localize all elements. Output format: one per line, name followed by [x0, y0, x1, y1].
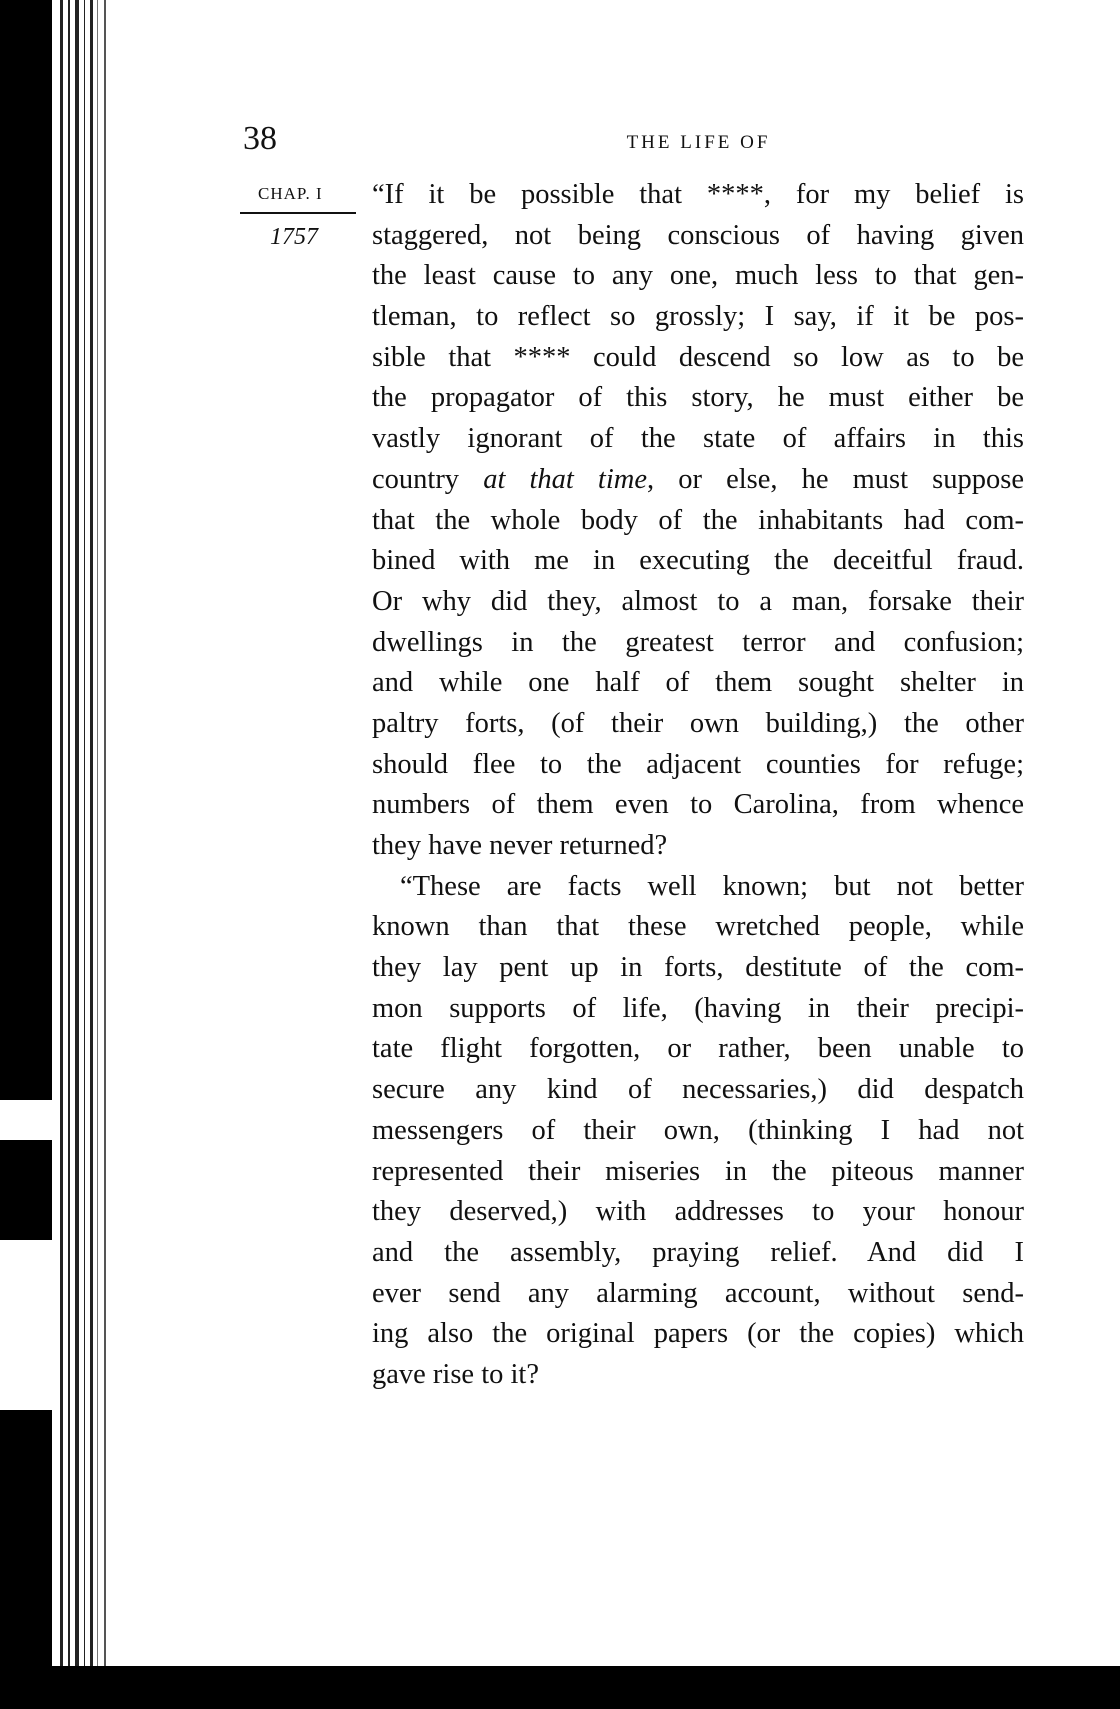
running-head: THE LIFE OF — [626, 132, 771, 153]
text-run: known than that these wretched people, while — [372, 911, 1024, 943]
text-line — [372, 541, 1024, 582]
text-run: dwellings in the greatest terror and confusion; — [372, 626, 1024, 658]
text-line — [372, 623, 1024, 664]
margin-rule — [240, 212, 356, 214]
text-line — [372, 175, 1024, 216]
text-line — [372, 419, 1024, 460]
text-run: that the whole body of the inhabitants had com- — [372, 504, 1024, 536]
text-line — [372, 867, 1024, 908]
text-line — [372, 989, 1024, 1030]
text-line — [372, 1274, 1024, 1315]
text-line — [372, 1192, 1024, 1233]
scan-edge-gap — [0, 1240, 52, 1410]
scan-line — [97, 0, 98, 1709]
scan-line — [104, 0, 106, 1709]
text-run: country — [372, 463, 460, 495]
scan-line — [68, 0, 70, 1709]
italic-run: at that time — [483, 463, 647, 495]
text-run: bined with me in executing the deceitful fraud. — [372, 545, 1024, 577]
text-run: the propagator of this story, he must either be — [372, 382, 1024, 414]
text-line — [372, 826, 1024, 867]
text-line — [372, 338, 1024, 379]
text-run: secure any kind of necessaries,) did despatch — [372, 1074, 1024, 1106]
text-run: and while one half of them sought shelter in — [372, 667, 1024, 699]
margin-year: 1757 — [270, 224, 318, 250]
scan-edge-left — [0, 0, 52, 1709]
text-line — [372, 1070, 1024, 1111]
body-text — [372, 175, 1024, 1396]
text-line — [372, 1355, 1024, 1396]
text-line — [372, 378, 1024, 419]
text-line — [372, 582, 1024, 623]
text-line — [372, 907, 1024, 948]
text-line — [372, 1152, 1024, 1193]
text-line — [372, 785, 1024, 826]
text-line — [372, 704, 1024, 745]
text-run: they have never returned? — [372, 830, 668, 861]
text-line — [372, 663, 1024, 704]
text-run: “These are facts well known; but not better — [400, 870, 1024, 902]
text-line — [372, 1029, 1024, 1070]
text-run: mon supports of life, (having in their precipi- — [372, 992, 1024, 1024]
page-number: 38 — [243, 120, 277, 157]
text-run: ing also the original papers (or the copies) which — [372, 1318, 1024, 1350]
text-run: represented their miseries in the piteous manner — [372, 1155, 1024, 1187]
text-run: they deserved,) with addresses to your honour — [372, 1196, 1024, 1228]
scan-line — [90, 0, 93, 1709]
text-line — [372, 948, 1024, 989]
text-line — [372, 745, 1024, 786]
text-line — [372, 1233, 1024, 1274]
text-run: ever send any alarming account, without send- — [372, 1277, 1024, 1309]
text-run: staggered, not being conscious of having given — [372, 219, 1024, 251]
text-run: and the assembly, praying relief. And did I — [372, 1236, 1024, 1268]
scan-line — [75, 0, 79, 1709]
text-run: Or why did they, almost to a man, forsake their — [372, 585, 1024, 617]
text-line — [372, 297, 1024, 338]
text-line — [372, 1111, 1024, 1152]
text-run: “If it be possible that ****, for my belief is — [372, 179, 1024, 210]
scan-edge-gap — [0, 1100, 52, 1140]
text-run: tleman, to reflect so grossly; I say, if it be pos- — [372, 301, 1024, 333]
scan-edge-bottom — [52, 1666, 1120, 1709]
text-line — [372, 1314, 1024, 1355]
text-line — [372, 216, 1024, 257]
text-run: , or else, he must suppose — [646, 463, 1024, 495]
text-run: gave rise to it? — [372, 1358, 539, 1390]
text-line — [372, 460, 1024, 501]
text-run: the least cause to any one, much less to that gen- — [372, 260, 1024, 292]
scan-line — [84, 0, 85, 1709]
text-run: should flee to the adjacent counties for refuge; — [372, 748, 1024, 780]
text-run: messengers of their own, (thinking I had not — [372, 1114, 1024, 1146]
text-run: vastly ignorant of the state of affairs in this — [372, 423, 1024, 455]
text-line — [372, 256, 1024, 297]
text-run: sible that **** could descend so low as to be — [372, 341, 1024, 373]
text-run: paltry forts, (of their own building,) the other — [372, 707, 1024, 739]
margin-chapter: CHAP. I — [258, 184, 323, 203]
text-run: numbers of them even to Carolina, from whence — [372, 789, 1024, 821]
text-line — [372, 501, 1024, 542]
scan-line — [60, 0, 63, 1709]
text-run: they lay pent up in forts, destitute of the com- — [372, 952, 1024, 984]
text-run: tate flight forgotten, or rather, been unable to — [372, 1033, 1024, 1065]
